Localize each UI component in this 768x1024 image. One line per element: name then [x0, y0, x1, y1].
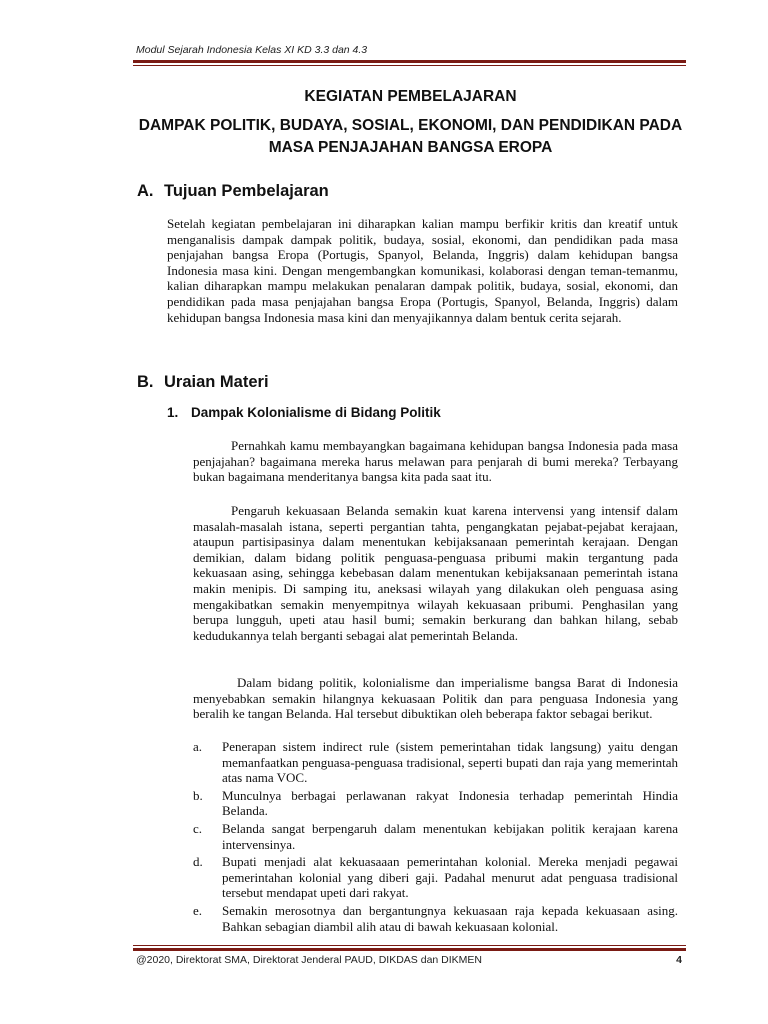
page-number: 4 — [676, 954, 682, 966]
list-item — [193, 788, 678, 819]
header-rule-thin — [133, 65, 686, 66]
list-item-text: Penerapan sistem indirect rule (sistem pemerintahan tidak langsung) yaitu dengan memanfaatkan penguasa-penguasa tradisional, seperti bupati dan raja yang memerintah atas nama VOC. — [222, 739, 678, 786]
section-a-heading — [137, 182, 329, 201]
list-item-text: Semakin merosotnya dan bergantungnya kekuasaan raja kepada kekuasaan asing. Bahkan sebagian diambil alih atau di bawah kekuasaan kolonial. — [222, 902, 678, 934]
list-marker: e. — [193, 902, 203, 918]
header-rule-thick — [133, 60, 686, 63]
list-marker: c. — [193, 820, 203, 836]
subsection-1-number: 1. — [167, 405, 179, 420]
paragraph-3: Dalam bidang politik, kolonialisme dan imperialisme bangsa Barat di Indonesia menyebabkan semakin hilangnya kekuasaan Politik dan para penguasa Indonesia yang beralih ke tangan Belanda. Hal tersebut dibuktikan oleh beberapa faktor sebagai berikut. — [193, 675, 678, 722]
footer-rule-thin — [133, 945, 686, 946]
paragraph-1: Pernahkah kamu membayangkan bagaimana kehidupan bangsa Indonesia pada masa penjajahan? bagaimana mereka harus melawan para penjarah di bumi mereka? Terbayang bukan bagaimana menderitanya bangsa kita pada saat itu. — [193, 438, 678, 485]
page-title: KEGIATAN PEMBELAJARAN — [304, 88, 517, 105]
subsection-1-title: Dampak Kolonialisme di Bidang Politik — [191, 405, 441, 420]
section-b-letter: B. — [137, 373, 154, 391]
list-item — [193, 739, 678, 786]
factor-list — [193, 739, 678, 936]
list-marker: d. — [193, 854, 203, 870]
list-item — [193, 854, 678, 901]
list-marker: b. — [193, 787, 203, 803]
footer-rule-thick — [133, 948, 686, 951]
section-a-title: Tujuan Pembelajaran — [164, 182, 329, 200]
list-item-text: Munculnya berbagai perlawanan rakyat Indonesia terhadap pemerintah Hindia Belanda. — [222, 787, 678, 819]
list-item — [193, 903, 678, 934]
section-b-heading — [137, 373, 269, 392]
footer-copyright: @2020, Direktorat SMA, Direktorat Jenderal PAUD, DIKDAS dan DIKMEN — [136, 954, 483, 966]
list-marker: a. — [193, 739, 203, 754]
section-b-title: Uraian Materi — [164, 373, 269, 391]
paragraph-2: Pengaruh kekuasaan Belanda semakin kuat karena intervensi yang intensif dalam masalah-masalah istana, seperti pergantian tahta, pengangkatan pejabat-pejabat kerajaan, ataupun partisipasinya dalam menentukan kebijaksanaan pemerintah kerajaan. Dengan demikian, dalam bidang politik penguasa-penguasa pribumi makin tergantung pada kekuasaan asing, sehingga kebebasan dalam menentukan kebijaksanaan pemerintah istana makin menipis. Di samping itu, aneksasi wilayah yang dilakukan oleh penguasa asing mengakibatkan semakin menyempitnya wilayah kekuasaan pribumi. Penghasilan yang berupa lungguh, upeti atau hasil bumi; semakin berkurang dan bahkan hilang, sebab kedudukannya telah berganti sebagai alat pemerintah Belanda. — [193, 503, 678, 643]
page-subtitle: DAMPAK POLITIK, BUDAYA, SOSIAL, EKONOMI, DAN PENDIDIKAN PADA MASA PENJAJAHAN BANGSA EROPA — [138, 117, 683, 156]
list-item-text: Belanda sangat berpengaruh dalam menentukan kebijakan politik kerajaan karena intervensinya. — [222, 820, 678, 852]
section-a-letter: A. — [137, 182, 154, 200]
subsection-1-heading — [167, 405, 441, 420]
list-item-text: Bupati menjadi alat kekuasaaan pemerintahan kolonial. Mereka menjadi pegawai pemerintahan kolonial yang diberi gaji. Padahal menurut adat penguasa tradisional tersebut mendapat upeti dari rakyat. — [222, 854, 678, 901]
running-header: Modul Sejarah Indonesia Kelas XI KD 3.3 dan 4.3 — [136, 44, 368, 56]
list-item — [193, 821, 678, 852]
section-a-paragraph: Setelah kegiatan pembelajaran ini diharapkan kalian mampu berfikir kritis dan kreatif untuk menganalisis dampak dampak politik, budaya, sosial, ekonomi, dan pendidikan pada masa penjajahan bangsa Eropa (Portugis, Spanyol, Belanda, Inggris) dalam kehidupan bangsa Indonesia masa kini. Dengan mengembangkan komunikasi, kolaborasi dengan teman-temanmu, kalian diharapkan mampu melakukan penalaran dampak politik, budaya, sosial, ekonomi, dan pendidikan pada masa penjajahan bangsa Eropa (Portugis, Spanyol, Belanda, Inggris) dalam kehidupan bangsa Indonesia masa kini dan menyajikannya dalam bentuk cerita sejarah. — [167, 216, 678, 325]
